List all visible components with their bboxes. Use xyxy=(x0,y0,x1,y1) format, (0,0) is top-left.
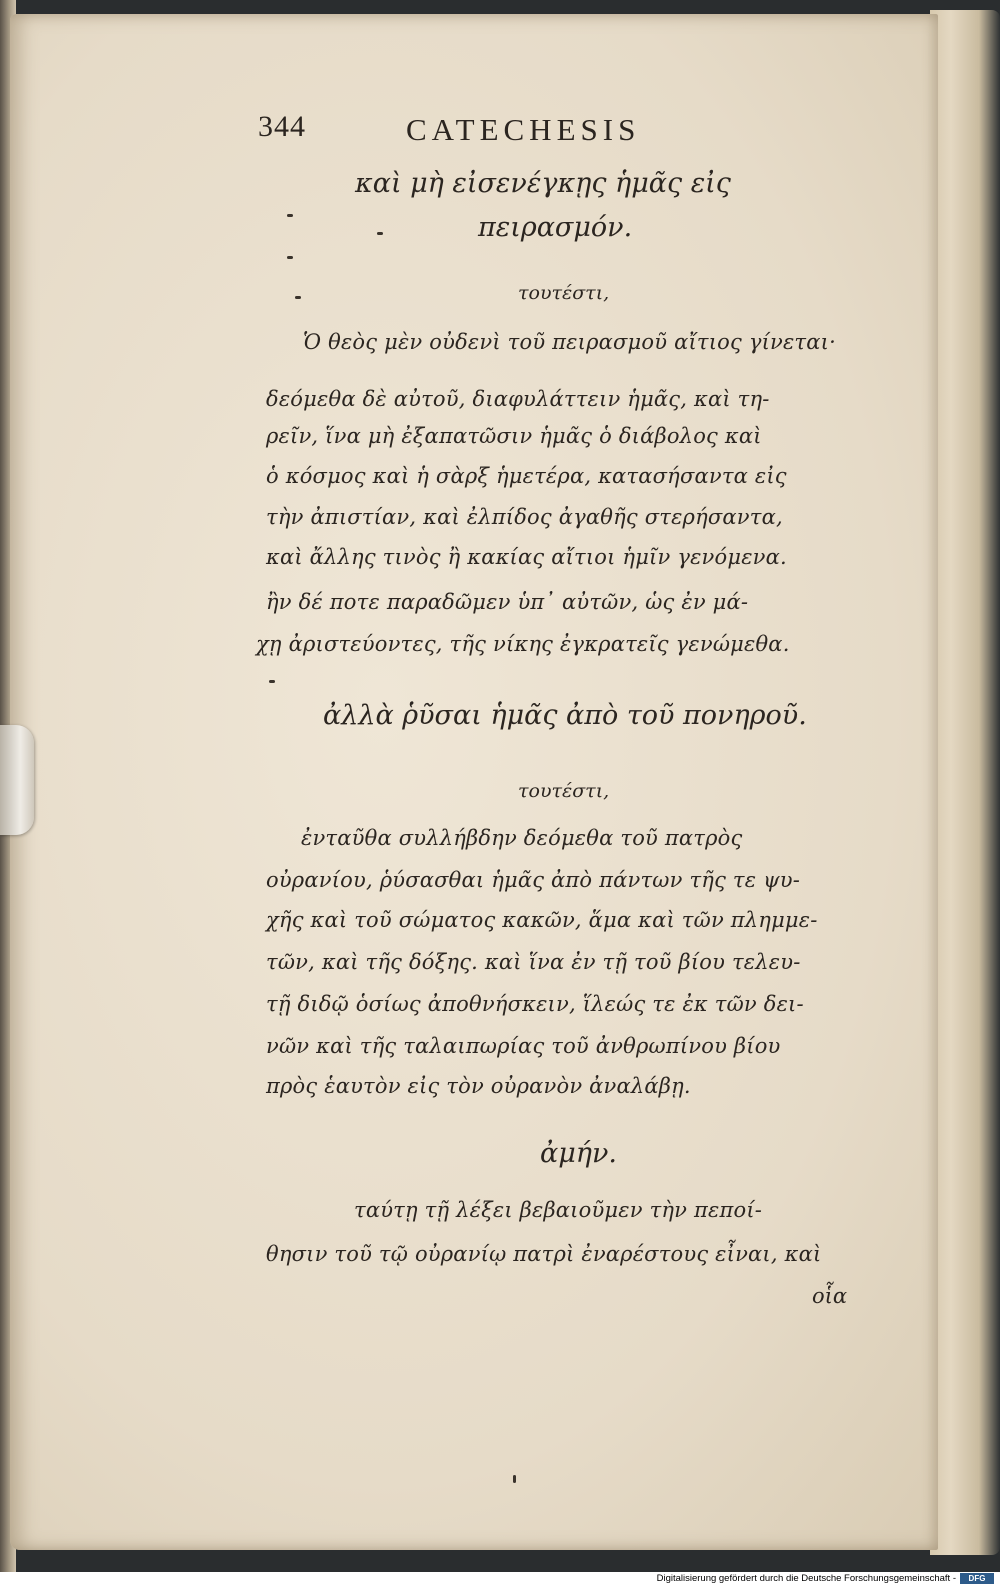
text-line: τὴν ἀπιστίαν, καὶ ἐλπίδος ἀγαθῆς στερήσαντα, xyxy=(266,505,783,529)
text-line: νῶν καὶ τῆς ταλαιπωρίας τοῦ ἀνθρωπίνου βίου xyxy=(266,1034,781,1058)
stray-mark xyxy=(513,1475,516,1483)
text-line: καὶ ἄλλης τινὸς ἢ κακίας αἴτιοι ἡμῖν γενόμενα. xyxy=(266,545,787,569)
book-gutter xyxy=(930,10,1000,1555)
stray-mark xyxy=(269,680,275,683)
text-line: ρεῖν, ἵνα μὴ ἐξαπατῶσιν ἡμᾶς ὁ διάβολος καὶ xyxy=(266,424,762,448)
section-heading: ἀλλὰ ῥῦσαι ἡμᾶς ἀπὸ τοῦ πονηροῦ. xyxy=(323,700,807,731)
text-line: θησιν τοῦ τῷ οὐρανίῳ πατρὶ ἐναρέστους εἶναι, καὶ xyxy=(266,1242,822,1266)
book-page xyxy=(10,14,938,1550)
stray-mark xyxy=(295,296,301,299)
text-line: τῶν, καὶ τῆς δόξης. καὶ ἵνα ἐν τῇ τοῦ βίου τελευ- xyxy=(266,950,801,974)
section-heading: πειρασμόν. xyxy=(478,212,633,243)
text-line: χῆς καὶ τοῦ σώματος κακῶν, ἅμα καὶ τῶν πλημμε- xyxy=(266,908,818,932)
text-line: ἢν δέ ποτε παραδῶμεν ὑπ᾽ αὐτῶν, ὡς ἐν μά- xyxy=(266,590,749,614)
text-line: ἐνταῦθα συλλήβδην δεόμεθα τοῦ πατρὸς xyxy=(301,826,743,850)
text-line: Ὁ θεὸς μὲν οὐδενὶ τοῦ πειρασμοῦ αἴτιος γίνεται· xyxy=(303,330,836,354)
text-line: τῇ διδῷ ὁσίως ἀποθνήσκειν, ἵλεώς τε ἐκ τῶν δει- xyxy=(266,992,804,1016)
section-heading: ἀμήν. xyxy=(540,1138,617,1169)
text-line: δεόμεθα δὲ αὐτοῦ, διαφυλάττειν ἡμᾶς, καὶ τη- xyxy=(266,387,770,411)
text-line: ὁ κόσμος καὶ ἡ σὰρξ ἡμετέρα, κατασήσαντα εἰς xyxy=(266,464,787,488)
text-line: πρὸς ἑαυτὸν εἰς τὸν οὐρανὸν ἀναλάβῃ. xyxy=(266,1074,691,1098)
stray-mark xyxy=(287,256,293,259)
running-head xyxy=(258,110,718,152)
text-line: οὐρανίου, ῥύσασθαι ἡμᾶς ἀπὸ πάντων τῆς τε ψυ- xyxy=(266,868,800,892)
stray-mark xyxy=(377,232,383,235)
stray-mark xyxy=(287,214,293,217)
text-line: ταύτῃ τῇ λέξει βεβαιοῦμεν τὴν πεποί- xyxy=(354,1198,763,1222)
page-clip xyxy=(0,725,34,835)
dfg-logo-icon: DFG xyxy=(960,1573,994,1584)
section-label: τουτέστι, xyxy=(518,780,610,802)
digitization-footer xyxy=(0,1572,1000,1585)
footer-credit: Digitalisierung gefördert durch die Deutsche Forschungsgemeinschaft - xyxy=(656,1573,956,1584)
page-number: 344 xyxy=(258,110,306,143)
section-label: τουτέστι, xyxy=(518,282,610,304)
catchword: οἷα xyxy=(812,1284,848,1308)
section-heading: καὶ μὴ εἰσενέγκῃς ἡμᾶς εἰς xyxy=(355,168,731,199)
running-title: CATECHESIS xyxy=(406,112,641,147)
text-line: χῃ ἀριστεύοντες, τῆς νίκης ἐγκρατεῖς γενώμεθα. xyxy=(256,632,790,656)
